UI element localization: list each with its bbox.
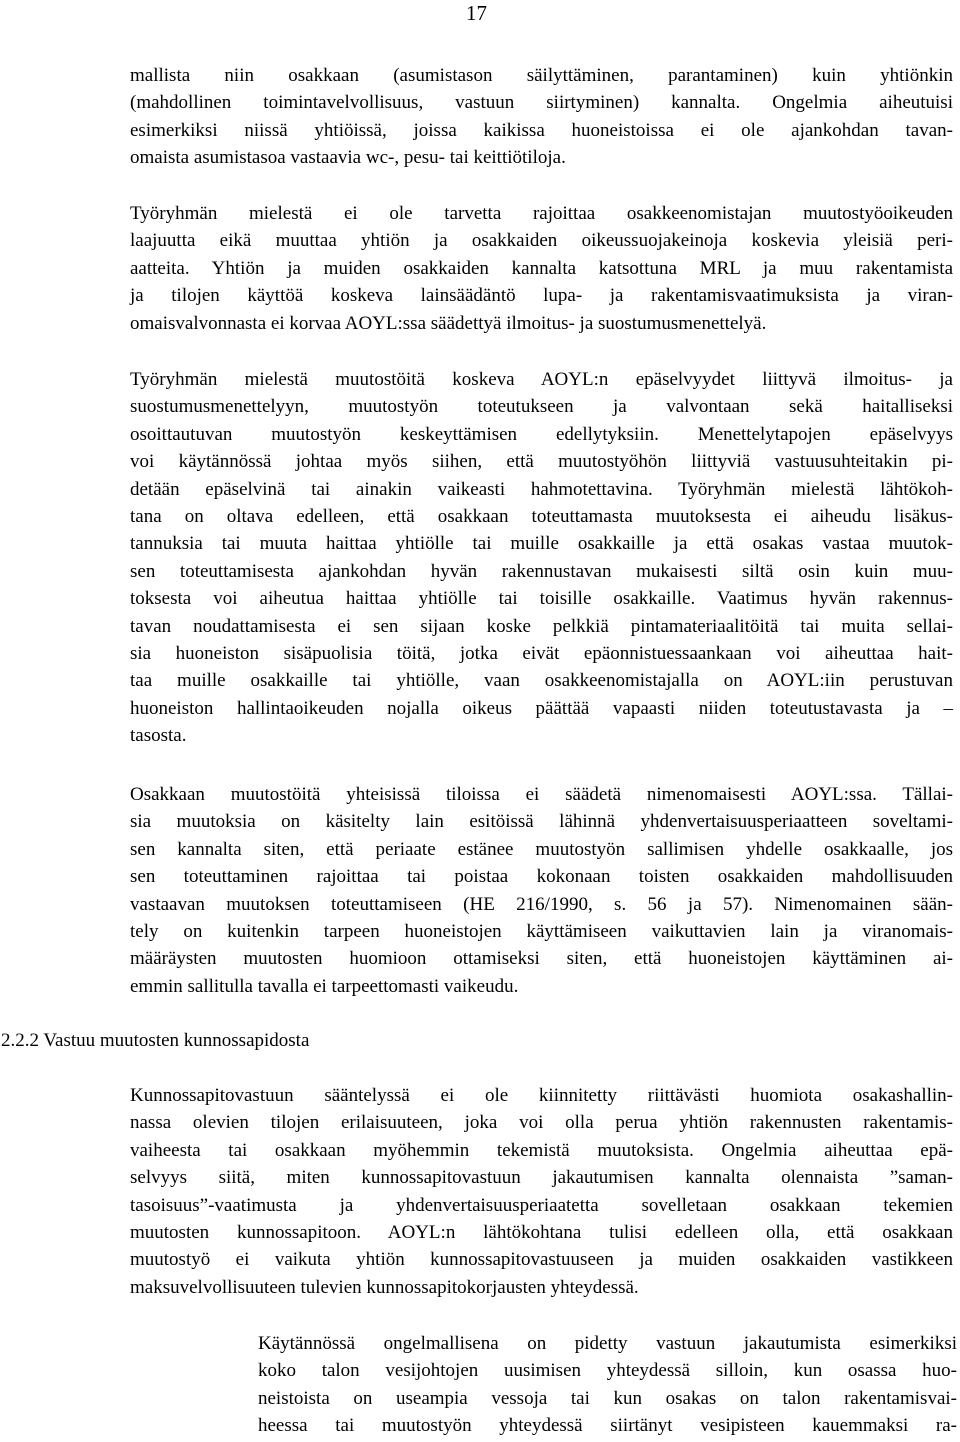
- text-line: aatteita. Yhtiön ja muiden osakkaiden kannalta katsottuna MRL ja muu rakentamista: [130, 257, 953, 279]
- text-line: vastaavan muutoksen toteuttamiseen (HE 216/1990, s. 56 ja 57). Nimenomainen sään-: [130, 893, 953, 915]
- text-line: tana on oltava edelleen, että osakkaan toteuttamasta muutoksesta ei aiheudu lisäkus-: [130, 506, 953, 528]
- text-line: Työryhmän mielestä muutostöitä koskeva AOYL:n epäselvyydet liittyvä ilmoitus- ja: [130, 369, 953, 390]
- text-line: tely on kuitenkin tarpeen huoneistojen käyttämiseen vaikuttavien lain ja viranomais-: [130, 921, 953, 943]
- text-line: suostumusmenettelyyn, muutostyön toteutukseen ja valvontaan sekä haitalliseksi: [130, 396, 953, 418]
- text-line: tavan noudattamisesta ei sen sijaan koske pelkkiä pintamateriaalitöitä tai muita sellai-: [130, 615, 953, 637]
- text-line: nassa olevien tilojen erilaisuuteen, joka voi olla perua yhtiön rakennusten rakentamis-: [130, 1112, 953, 1134]
- paragraph-6: [258, 1330, 957, 1440]
- text-line: muutosten kunnossapitoon. AOYL:n lähtökohtana tulisi edelleen olla, että osakkaan: [130, 1222, 953, 1244]
- text-line: vaiheesta tai osakkaan myöhemmin tekemistä muutoksista. Ongelmia aiheuttaa epä-: [130, 1139, 953, 1161]
- text-line: tasosta.: [130, 725, 187, 747]
- text-line: sen toteuttamisesta ajankohdan hyvän rakennustavan mukaisesti siltä osin kuin muu-: [130, 560, 953, 582]
- text-line: omaista asumistasoa vastaavia wc-, pesu- tai keittiötiloja.: [130, 147, 566, 169]
- text-line: neistoista on useampia vessoja tai kun osakas on talon rakentamisvai-: [258, 1387, 957, 1409]
- paragraph-3: [130, 366, 953, 750]
- text-line: selvyys siitä, miten kunnossapitovastuun jakautumisen kannalta olennaista ”saman-: [130, 1167, 953, 1189]
- text-line: Työryhmän mielestä ei ole tarvetta rajoittaa osakkeenomistajan muutostyöoikeuden: [130, 203, 953, 224]
- text-line: taa muille osakkaille tai yhtiölle, vaan osakkeenomistajalla on AOYL:iin perustuvan: [130, 670, 953, 692]
- text-line: (mahdollinen toimintavelvollisuus, vastuun siirtyminen) kannalta. Ongelmia aiheutuisi: [130, 92, 953, 114]
- text-line: sen toteuttaminen rajoittaa tai poistaa kokonaan toisten osakkaiden mahdollisuuden: [130, 866, 953, 888]
- page-number: 17: [466, 1, 487, 25]
- text-line: toksesta voi aiheutua haittaa yhtiölle tai toisille osakkaille. Vaatimus hyvän rakennus-: [130, 588, 953, 610]
- text-line: voi käytännössä johtaa myös siihen, että muutostyöhön liittyviä vastuusuhteitakin pi-: [130, 451, 953, 473]
- paragraph-4: [130, 781, 953, 1000]
- text-line: emmin sallitulla tavalla ei tarpeettomasti vaikeudu.: [130, 975, 519, 997]
- text-line: sia muutoksia on käsitelty lain esitöissä lähinnä yhdenvertaisuusperiaatteen soveltami-: [130, 811, 953, 833]
- text-line: Kunnossapitovastuun sääntelyssä ei ole kiinnitetty riittävästi huomiota osakashallin-: [130, 1085, 953, 1106]
- paragraph-1: [130, 62, 953, 172]
- paragraph-2: [130, 200, 953, 337]
- text-line: tasoisuus”-vaatimusta ja yhdenvertaisuusperiaatetta sovelletaan osakkaan tekemien: [130, 1194, 953, 1216]
- text-line: mallista niin osakkaan (asumistason säilyttäminen, parantaminen) kuin yhtiönkin: [130, 65, 953, 86]
- text-line: maksuvelvollisuuteen tulevien kunnossapitokorjausten yhteydessä.: [130, 1276, 639, 1298]
- section-heading: 2.2.2 Vastuu muutosten kunnossapidosta: [1, 1030, 310, 1051]
- text-line: laajuutta eikä muuttaa yhtiön ja osakkaiden oikeussuojakeinoja koskevia yleisiä peri-: [130, 230, 953, 252]
- text-line: Käytännössä ongelmallisena on pidetty vastuun jakautumista esimerkiksi: [258, 1333, 957, 1354]
- text-line: omaisvalvonnasta ei korvaa AOYL:ssa säädettyä ilmoitus- ja suostumusmenettelyä.: [130, 312, 767, 334]
- text-line: osoittautuvan muutostyön keskeyttämisen edellytyksiin. Menettelytapojen epäselvyys: [130, 423, 953, 445]
- text-line: sen kannalta siten, että periaate estänee muutostyön sallimisen yhdelle osakkaalle, jos: [130, 838, 953, 860]
- paragraph-5: [130, 1082, 953, 1301]
- text-line: esimerkiksi niissä yhtiöissä, joissa kaikissa huoneistoissa ei ole ajankohdan tavan-: [130, 119, 953, 141]
- text-line: määräysten muutosten huomioon ottamiseksi siten, että huoneistojen käyttäminen ai-: [130, 948, 953, 970]
- text-line: koko talon vesijohtojen uusimisen yhteydessä silloin, kun osassa huo-: [258, 1360, 957, 1382]
- text-line: heessa tai muutostyön yhteydessä siirtänyt vesipisteen kauemmaksi ra-: [258, 1415, 957, 1437]
- text-line: Osakkaan muutostöitä yhteisissä tiloissa ei säädetä nimenomaisesti AOYL:ssa. Tällai-: [130, 784, 953, 805]
- text-line: detään epäselvinä tai ainakin vaikeasti hahmotettavina. Työryhmän mielestä lähtökoh-: [130, 478, 953, 500]
- text-line: tannuksia tai muuta haittaa yhtiölle tai muille osakkaille ja että osakas vastaa muutok-: [130, 533, 953, 555]
- text-line: ja tilojen käyttöä koskeva lainsäädäntö lupa- ja rakentamisvaatimuksista ja viran-: [130, 285, 953, 307]
- text-line: sia huoneiston sisäpuolisia töitä, jotka eivät epäonnistuessaankaan voi aiheuttaa hait-: [130, 643, 953, 665]
- text-line: huoneiston hallintaoikeuden nojalla oikeus päättää vapaasti niiden toteutustavasta ja –: [130, 697, 953, 719]
- text-line: muutostyö ei vaikuta yhtiön kunnossapitovastuuseen ja muiden osakkaiden vastikkeen: [130, 1249, 953, 1271]
